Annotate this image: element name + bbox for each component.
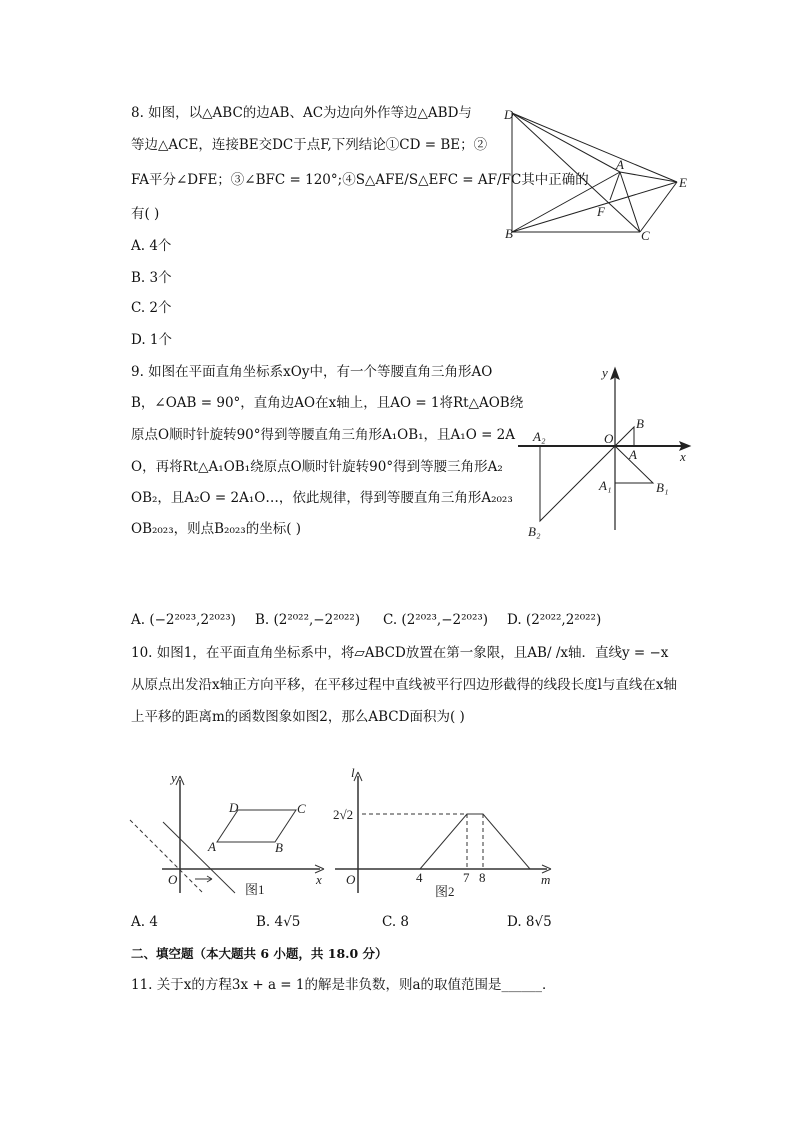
q9-line: OB₂₀₂₃，则点B₂₀₂₃的坐标( )	[131, 521, 302, 537]
q9-label-b: B	[636, 416, 644, 431]
q10-option-b: B. 4√5	[256, 914, 301, 930]
q8-label-d: D	[504, 107, 514, 122]
q8-label-c: C	[641, 228, 650, 243]
q11-line: 11. 关于x的方程3x + a = 1的解是非负数，则a的取值范围是______．	[131, 977, 556, 993]
q8-label-b: B	[505, 226, 513, 241]
q9-line: OB₂，且A₂O = 2A₁O…，依此规律，得到等腰直角三角形A₂₀₂₃	[131, 490, 513, 506]
q10-figure-2	[335, 772, 551, 893]
q9-label-a2: A₂	[533, 429, 546, 444]
q9-option-b: B. (2²⁰²²,−2²⁰²²)	[255, 612, 361, 628]
q8-option-c: C. 2个	[131, 300, 172, 316]
q10-fig1-label-d: D	[229, 800, 239, 815]
q10-fig1-caption: 图1	[245, 882, 265, 897]
q9-label-b2: B₂	[528, 524, 541, 539]
q10-line: 10. 如图1，在平面直角坐标系中，将▱ABCD放置在第一象限，且AB/ /x轴．直线y = −x	[131, 645, 669, 661]
q10-fig2-tick-4: 4	[416, 870, 423, 885]
q9-line: B，∠OAB = 90°，直角边AO在x轴上，且AO = 1将Rt△AOB绕	[131, 395, 524, 411]
q10-fig2-label-2root2: 2√2	[333, 807, 354, 822]
q9-option-c: C. (2²⁰²³,−2²⁰²³)	[383, 612, 489, 628]
q9-label-a: A	[629, 447, 637, 462]
q10-fig1-label-a: A	[208, 839, 216, 854]
q8-option-a: A. 4个	[131, 238, 172, 254]
q9-label-x: x	[680, 449, 686, 464]
q10-line: 从原点出发沿x轴正方向平移，在平移过程中直线被平行四边形截得的线段长度l与直线在x轴	[131, 677, 678, 693]
q10-fig1-label-c: C	[297, 801, 306, 816]
q10-fig1-label-y: y	[171, 770, 177, 785]
section-heading: 二、填空题（本大题共 6 小题，共 18.0 分）	[131, 946, 388, 961]
q8-line: FA平分∠DFE；③∠BFC = 120°;④S△AFE/S△EFC = AF/FC其中正确的	[131, 172, 589, 188]
q10-fig2-caption: 图2	[435, 884, 455, 899]
q10-option-d: D. 8√5	[507, 914, 552, 930]
q10-option-c: C. 8	[382, 914, 410, 930]
q9-label-o: O	[604, 431, 614, 446]
q8-line: 等边△ACE，连接BE交DC于点F,下列结论①CD = BE；②	[131, 137, 488, 153]
q10-fig2-tick-7: 7	[463, 870, 470, 885]
q9-option-a: A. (−2²⁰²³,2²⁰²³)	[131, 612, 236, 628]
q10-figure-1	[130, 776, 324, 893]
q8-label-a: A	[616, 157, 624, 172]
q8-line: 8. 如图，以△ABC的边AB、AC为边向外作等边△ABD与	[131, 105, 472, 121]
q9-option-d: D. (2²⁰²²,2²⁰²²)	[507, 612, 602, 628]
q8-label-e: E	[679, 175, 687, 190]
q10-line: 上平移的距离m的函数图象如图2，那么ABCD面积为( )	[131, 709, 465, 725]
q10-fig2-label-o: O	[346, 872, 356, 887]
q10-fig2-label-m: m	[541, 872, 551, 887]
q9-label-a1: A₁	[599, 478, 612, 493]
q9-label-y: y	[602, 365, 608, 380]
q10-fig1-label-x: x	[316, 872, 322, 887]
q8-option-d: D. 1个	[131, 332, 173, 348]
q10-option-a: A. 4	[131, 914, 158, 930]
q8-option-b: B. 3个	[131, 270, 172, 286]
q9-line: 原点O顺时针旋转90°得到等腰直角三角形A₁OB₁，且A₁O = 2A	[131, 427, 516, 443]
q10-fig1-label-o: O	[168, 872, 178, 887]
q10-fig1-label-b: B	[275, 840, 283, 855]
q8-label-f: F	[597, 204, 605, 219]
q8-figure	[512, 113, 677, 232]
q9-line: O，再将Rt△A₁OB₁绕原点O顺时针旋转90°得到等腰三角形A₂	[131, 459, 503, 475]
q9-figure	[518, 368, 690, 530]
q10-fig2-tick-8: 8	[479, 870, 486, 885]
q10-fig2-label-l: l	[351, 765, 355, 780]
q9-label-b1: B₁	[656, 480, 669, 495]
q8-line: 有( )	[131, 206, 160, 222]
q9-line: 9. 如图在平面直角坐标系xOy中，有一个等腰直角三角形AO	[131, 364, 493, 380]
